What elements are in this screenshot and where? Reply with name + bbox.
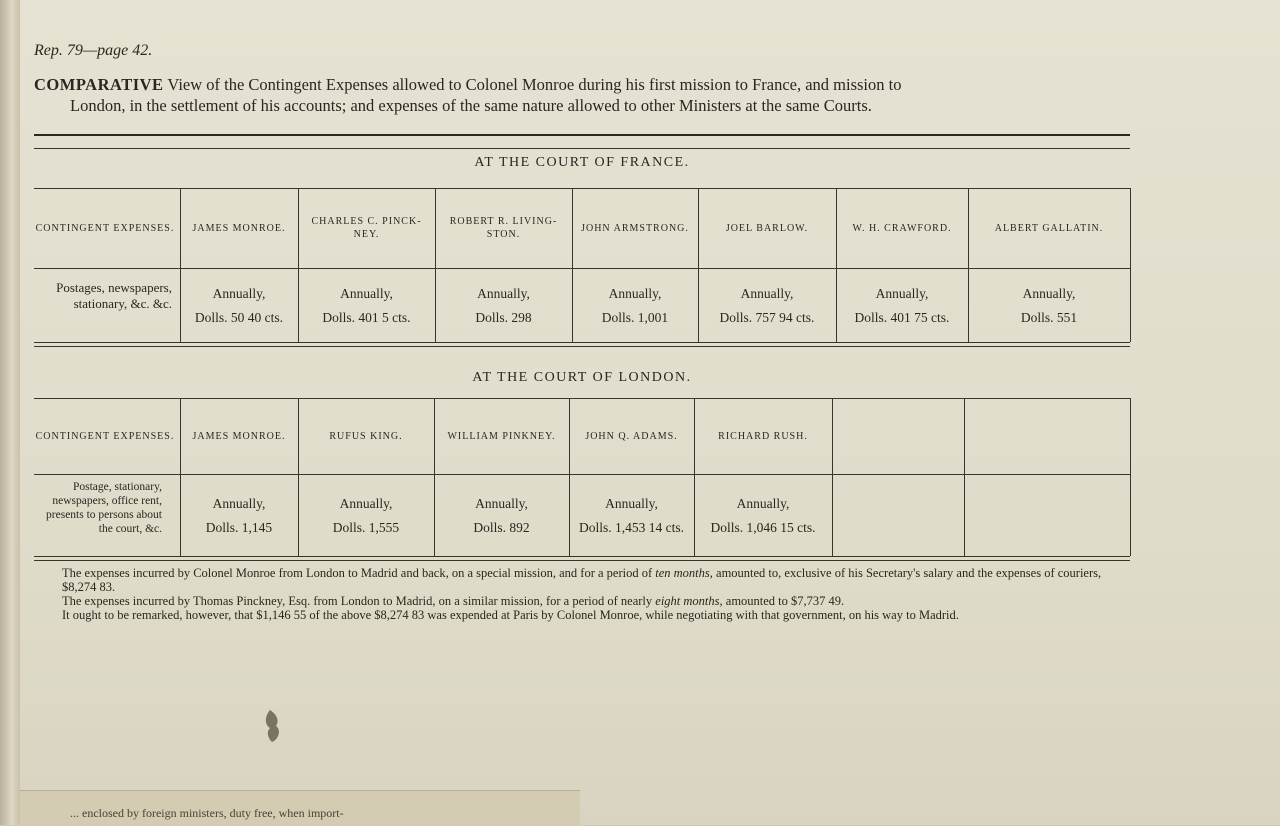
france-expense-cell (968, 272, 1130, 340)
london-expense-period: Annually, (212, 496, 266, 511)
france-row-label: Postages, newspapers, stationary, &c. &c. (56, 280, 172, 311)
london-header-top-rule (34, 398, 1130, 399)
footnotes (34, 566, 1124, 622)
book-spine (0, 0, 21, 825)
france-minister-name: JAMES MONROE. (192, 222, 286, 234)
france-row-header: CONTINGENT EXPENSES. (35, 222, 175, 234)
underlying-page-text: ... enclosed by foreign ministers, duty free, when import- (70, 806, 344, 820)
london-expense-amount: Dolls. 1,555 (332, 520, 400, 535)
france-expense-period: Annually, (340, 286, 393, 301)
london-expense-cell (180, 478, 298, 554)
france-expense-amount: Dolls. 401 75 cts. (854, 310, 950, 325)
london-expense-period: Annually, (605, 496, 658, 511)
london-minister-name: JOHN Q. ADAMS. (585, 430, 678, 442)
london-expense-cell (964, 478, 1130, 554)
london-expense-period: Annually, (339, 496, 393, 511)
title-rule (34, 134, 1130, 136)
france-expense-cell (298, 272, 435, 340)
france-minister-name: ROBERT R. LIVING-STON. (449, 216, 558, 240)
london-bottom-rule (34, 556, 1130, 561)
france-minister-name: CHARLES C. PINCK-NEY. (311, 216, 422, 240)
france-minister-name: ALBERT GALLATIN. (994, 222, 1104, 234)
note-pinckney: The expenses incurred by Thomas Pinckney, Esq. from London to Madrid, on a similar mission, for a period of nearly eight months, amounted to $7,737 49. (62, 594, 845, 608)
france-minister-name: W. H. CRAWFORD. (852, 222, 952, 234)
london-section-title: AT THE COURT OF LONDON. (472, 370, 692, 385)
france-section-title: AT THE COURT OF FRANCE. (474, 155, 690, 170)
france-expense-period: Annually, (212, 286, 266, 301)
france-expense-amount: Dolls. 551 (1020, 310, 1078, 325)
france-header-top-rule (34, 188, 1130, 189)
france-expense-cell (836, 272, 968, 340)
france-expense-period: Annually, (740, 286, 794, 301)
france-expense-amount: Dolls. 298 (475, 310, 532, 325)
london-minister-name: RUFUS KING. (329, 430, 403, 442)
london-row-label: Postage, stationary, newspapers, office rent, presents to persons about the court, &c. (46, 481, 162, 535)
london-minister-name (832, 400, 964, 472)
document-title (34, 74, 1144, 116)
london-expense-cell (832, 478, 964, 554)
title-line1: View of the Contingent Expenses allowed to Colonel Monroe during his first mission to France, and mission to (167, 75, 902, 94)
london-minister-name (964, 400, 1130, 472)
london-minister-name: JAMES MONROE. (192, 430, 286, 442)
france-expense-cell (435, 272, 572, 340)
london-expense-amount: Dolls. 1,046 15 cts. (710, 520, 816, 535)
france-expense-period: Annually, (477, 286, 530, 301)
london-expense-cell (569, 478, 694, 554)
france-expense-amount: Dolls. 757 94 cts. (719, 310, 815, 325)
london-minister-name: RICHARD RUSH. (718, 430, 808, 442)
france-expense-cell (698, 272, 836, 340)
london-row-header: CONTINGENT EXPENSES. (35, 430, 175, 442)
london-expense-amount: Dolls. 1,145 (205, 520, 273, 535)
london-expense-period: Annually, (475, 496, 528, 511)
london-expense-cell (434, 478, 569, 554)
ink-smudge (262, 708, 284, 744)
london-expense-amount: Dolls. 892 (473, 520, 530, 535)
france-header-bottom-rule (34, 268, 1130, 269)
london-minister-name: WILLIAM PINKNEY. (447, 430, 556, 442)
france-bottom-rule (34, 342, 1130, 347)
france-expense-amount: Dolls. 50 40 cts. (194, 310, 284, 325)
london-expense-period: Annually, (736, 496, 790, 511)
london-column-divider (1130, 398, 1131, 556)
france-minister-name: JOHN ARMSTRONG. (581, 222, 689, 234)
london-header-bottom-rule (34, 474, 1130, 475)
london-expense-cell (694, 478, 832, 554)
france-expense-cell (572, 272, 698, 340)
note-remark: It ought to be remarked, however, that $1,146 55 of the above $8,274 83 was expended at Paris by Colonel Monroe, while negotiating with that government, on his way to Madrid. (62, 608, 959, 622)
france-expense-period: Annually, (875, 286, 929, 301)
london-expense-cell (298, 478, 434, 554)
title-line2: London, in the settlement of his accounts; and expenses of the same nature allowed to other Ministers at the same Courts. (70, 96, 872, 115)
note-monroe: The expenses incurred by Colonel Monroe from London to Madrid and back, on a special mission, and for a period of ten months, amounted to, exclusive of his Secretary's salary and the expenses of couriers, $8,274 83. (62, 566, 1102, 594)
france-expense-period: Annually, (608, 286, 662, 301)
france-expense-cell (180, 272, 298, 340)
france-minister-name: JOEL BARLOW. (725, 222, 809, 234)
france-expense-period: Annually, (1022, 286, 1076, 301)
title-lead: COMPARATIVE (34, 75, 164, 94)
france-column-divider (1130, 188, 1131, 342)
france-expense-amount: Dolls. 401 5 cts. (322, 310, 411, 325)
france-expense-amount: Dolls. 1,001 (601, 310, 669, 325)
page-reference: Rep. 79—page 42. (34, 42, 153, 59)
london-expense-amount: Dolls. 1,453 14 cts. (578, 520, 684, 535)
table-top-rule (34, 148, 1130, 149)
